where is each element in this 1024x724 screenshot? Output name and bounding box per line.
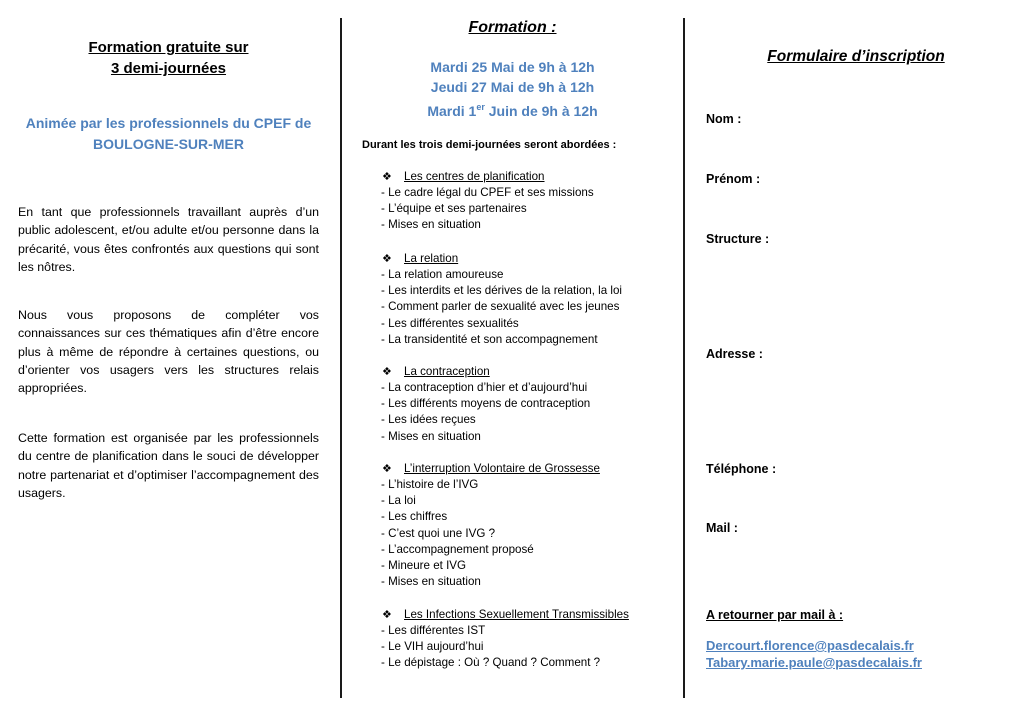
section-heading-text: Les Infections Sexuellement Transmissibles xyxy=(404,608,629,621)
section-heading xyxy=(382,169,682,185)
column-divider-right xyxy=(683,18,685,698)
list-item: - La transidentité et son accompagnement xyxy=(381,332,598,346)
section-heading-text: L’interruption Volontaire de Grossesse xyxy=(404,462,600,475)
list-item: - Mineure et IVG xyxy=(381,558,467,572)
list-item: - L’équipe et ses partenaires xyxy=(381,202,527,216)
program-title: Formation : xyxy=(468,19,557,36)
registration-form-title: Formulaire d’inscription xyxy=(767,48,945,65)
list-item: - Comment parler de sexualité avec les jeunes xyxy=(381,300,620,314)
list-item: - Mises en situation xyxy=(381,575,481,589)
organizer-subtitle-line-2: BOULOGNE-SUR-MER xyxy=(93,136,244,152)
section-heading-text: La contraception xyxy=(404,365,490,378)
list-item: - Le cadre légal du CPEF et ses missions xyxy=(381,186,594,199)
list-item: - La loi xyxy=(381,494,416,508)
section-heading xyxy=(382,364,682,380)
program-section xyxy=(382,461,682,590)
list-item: - Mises en situation xyxy=(381,429,481,443)
list-item: - L’histoire de l’IVG xyxy=(381,478,479,491)
diamond-bullet-icon: ❖ xyxy=(382,171,392,183)
diamond-bullet-icon: ❖ xyxy=(382,253,392,265)
program-section xyxy=(382,364,682,445)
organizer-subtitle-line-1: Animée par les professionnels du CPEF de xyxy=(25,115,312,131)
list-item: - Les différents moyens de contraception xyxy=(381,397,591,411)
diamond-bullet-icon: ❖ xyxy=(382,463,392,475)
field-structure[interactable]: Structure : xyxy=(706,232,770,246)
program-intro: Durant les trois demi-journées seront abordées : xyxy=(362,139,617,151)
list-item: - Les interdits et les dérives de la relation, la loi xyxy=(381,284,623,298)
list-item: - L’accompagnement proposé xyxy=(381,542,534,556)
list-item: - Le VIH aujourd’hui xyxy=(381,640,484,654)
middle-column xyxy=(355,0,670,724)
list-item: - La contraception d’hier et d’aujourd’hui xyxy=(381,381,588,394)
return-instructions: A retourner par mail à : xyxy=(706,608,844,622)
session-date-2: Jeudi 27 Mai de 9h à 12h xyxy=(430,79,595,95)
intro-paragraph-1: En tant que professionnels travaillant auprès d’un public adolescent, et/ou adulte et/ou personne dans la précarité, vous êtes confrontés aux questions qui sont les nôtres. xyxy=(18,205,319,274)
left-column xyxy=(18,0,319,724)
list-item: - Mises en situation xyxy=(381,218,481,232)
contact-email-link-2[interactable]: Tabary.marie.paule@pasdecalais.fr xyxy=(706,655,922,670)
organizer-subtitle xyxy=(18,113,319,155)
program-section xyxy=(382,607,682,672)
list-item: - Le dépistage : Où ? Quand ? Comment ? xyxy=(381,656,601,670)
section-heading xyxy=(382,461,682,477)
section-heading-text: Les centres de planification xyxy=(404,170,545,183)
diamond-bullet-icon: ❖ xyxy=(382,609,392,621)
intro-paragraph-2: Nous vous proposons de compléter vos connaissances sur ces thématiques afin d’être encore plus à même de répondre à certaines questions, ou d’orienter vos usagers vers les structures relais appropriées. xyxy=(18,308,319,396)
list-item: - Les idées reçues xyxy=(381,413,476,427)
section-heading xyxy=(382,251,682,267)
program-section xyxy=(382,169,682,234)
list-item: - Les différentes IST xyxy=(381,624,486,637)
session-date-1: Mardi 25 Mai de 9h à 12h xyxy=(430,59,595,75)
field-telephone[interactable]: Téléphone : xyxy=(706,462,777,476)
field-mail[interactable]: Mail : xyxy=(706,521,738,535)
program-section xyxy=(382,251,682,348)
session-date-3: Mardi 1er Juin de 9h à 12h xyxy=(427,102,598,119)
list-item: - C’est quoi une IVG ? xyxy=(381,526,496,540)
field-adresse[interactable]: Adresse : xyxy=(706,347,763,361)
section-heading-text: La relation xyxy=(404,252,459,265)
diamond-bullet-icon: ❖ xyxy=(382,366,392,378)
column-divider-left xyxy=(340,18,342,698)
session-dates xyxy=(355,57,670,117)
right-column xyxy=(706,0,1006,724)
list-item: - La relation amoureuse xyxy=(381,268,504,281)
section-heading xyxy=(382,607,682,623)
intro-paragraph-3: Cette formation est organisée par les professionnels du centre de planification dans le souci de développer notre partenariat et d’optimiser l’accompagnement des usagers. xyxy=(18,431,319,500)
field-prenom[interactable]: Prénom : xyxy=(706,172,761,186)
training-title-line-1: Formation gratuite sur xyxy=(88,39,249,56)
list-item: - Les chiffres xyxy=(381,510,448,524)
field-nom[interactable]: Nom : xyxy=(706,112,742,126)
list-item: - Les différentes sexualités xyxy=(381,316,519,330)
training-title xyxy=(18,37,319,79)
training-title-line-2: 3 demi-journées xyxy=(110,60,227,77)
contact-email-link-1[interactable]: Dercourt.florence@pasdecalais.fr xyxy=(706,638,914,653)
